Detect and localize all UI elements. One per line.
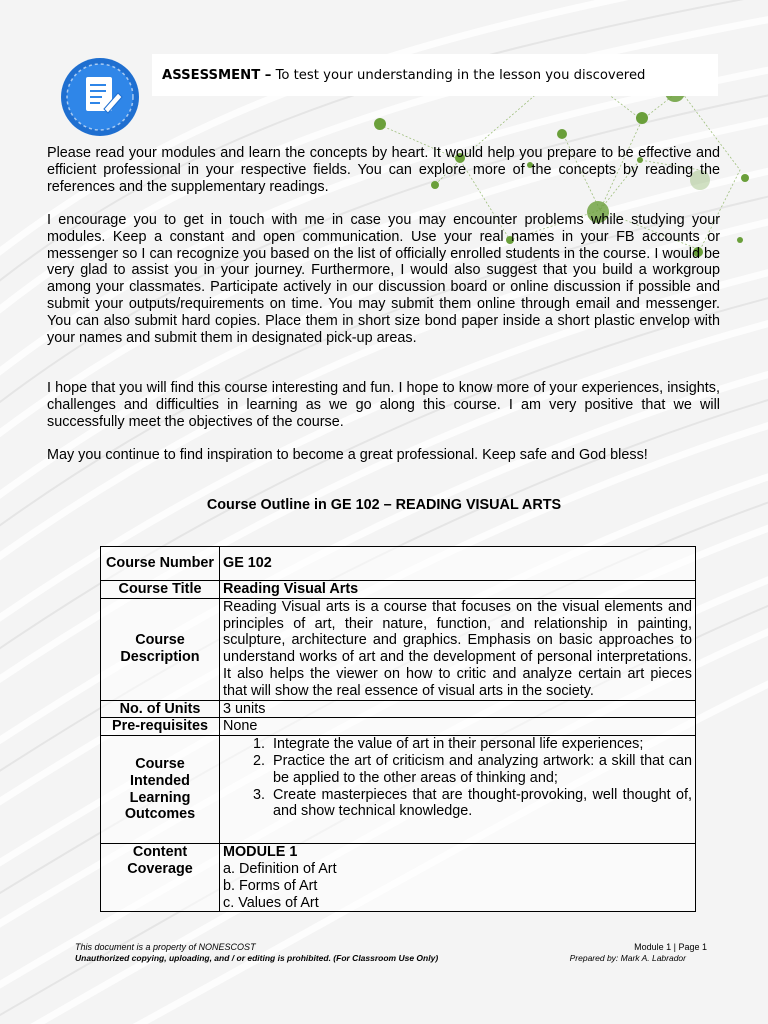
footer-property: This document is a property of NONESCOST xyxy=(75,942,256,952)
course-number-label: Course Number xyxy=(101,547,220,581)
module-item: c. Values of Art xyxy=(223,894,319,911)
content-coverage-label: Content Coverage xyxy=(101,844,220,912)
document-edit-icon xyxy=(60,57,140,137)
footer-page-number: Module 1 | Page 1 xyxy=(634,942,707,952)
outcome-item: 2. Practice the art of criticism and analyzing artwork: a skill that can be applied to the other areas of thinking and; xyxy=(269,753,692,787)
table-row xyxy=(101,598,696,700)
prerequisites-label: Pre-requisites xyxy=(101,718,220,736)
course-title-value: Reading Visual Arts xyxy=(220,581,696,599)
outcomes-list xyxy=(223,736,692,820)
content-coverage-value xyxy=(220,844,696,912)
assessment-label: ASSESSMENT – xyxy=(162,68,272,83)
contact-paragraph: I encourage you to get in touch with me in case you may encounter problems while studying your modules. Keep a constant and open communication. Use your real names in your FB accounts or messenger so I can recognize you based on the list of officially enrolled students in the course. I would be very glad to assist you in your journey. Furthermore, I would also suggest that you build a workgroup among your classmates. Participate actively in our discussion board or online discussion if possible and submit your outputs/requirements on time. You may submit them online through email and messenger. You can also submit hard copies. Place them in short size bond paper inside a short plastic envelop with your names and submit them in designated pick-up areas. xyxy=(47,212,720,346)
table-row xyxy=(101,547,696,581)
assessment-header xyxy=(162,68,645,83)
table-row xyxy=(101,736,696,844)
table-row xyxy=(101,718,696,736)
course-description-value: Reading Visual arts is a course that focuses on the visual elements and principles of art, their nature, function, and relationship in painting, sculpture, architecture and graphics. Emphasis on basic approaches to understand works of art and the development of personal interpretations. It also helps the viewer on how to critic and analyze certain art pieces that will show the real essence of visual arts in the society. xyxy=(220,598,696,700)
outcome-item: 3. Create masterpieces that are thought-provoking, well thought of, and show technical knowledge. xyxy=(269,787,692,821)
prerequisites-value: None xyxy=(220,718,696,736)
outcome-item: 1. Integrate the value of art in their personal life experiences; xyxy=(269,736,692,753)
assessment-text: To test your understanding in the lesson you discovered xyxy=(271,68,646,83)
module-item: b. Forms of Art xyxy=(223,877,318,894)
units-value: 3 units xyxy=(220,700,696,718)
units-label: No. of Units xyxy=(101,700,220,718)
intro-paragraph: Please read your modules and learn the concepts by heart. It would help you prepare to be effective and efficient professional in your respective fields. You can explore more of the concepts by reading the references and the supplementary readings. xyxy=(47,145,720,195)
table-row xyxy=(101,700,696,718)
hope-paragraph: I hope that you will find this course interesting and fun. I hope to know more of your experiences, insights, challenges and difficulties in learning as we go along this course. I am very positive that we will successfully meet the objectives of the course. xyxy=(47,380,720,430)
table-row xyxy=(101,581,696,599)
course-outline-title: Course Outline in GE 102 – READING VISUAL ARTS xyxy=(206,497,562,513)
footer-warning: Unauthorized copying, uploading, and / or editing is prohibited. (For Classroom Use Only) xyxy=(75,953,439,963)
module-item: a. Definition of Art xyxy=(223,860,337,877)
footer-prepared-by: Prepared by: Mark A. Labrador xyxy=(569,953,686,963)
module-title: MODULE 1 xyxy=(223,844,298,861)
course-description-label: Course Description xyxy=(101,598,220,700)
learning-outcomes-value xyxy=(220,736,696,844)
table-row xyxy=(101,844,696,912)
learning-outcomes-label: Course Intended Learning Outcomes xyxy=(101,736,220,844)
course-title-label: Course Title xyxy=(101,581,220,599)
course-outline-table xyxy=(100,546,696,912)
course-number-value: GE 102 xyxy=(220,547,696,581)
closing-paragraph: May you continue to find inspiration to become a great professional. Keep safe and God bless! xyxy=(47,447,648,463)
